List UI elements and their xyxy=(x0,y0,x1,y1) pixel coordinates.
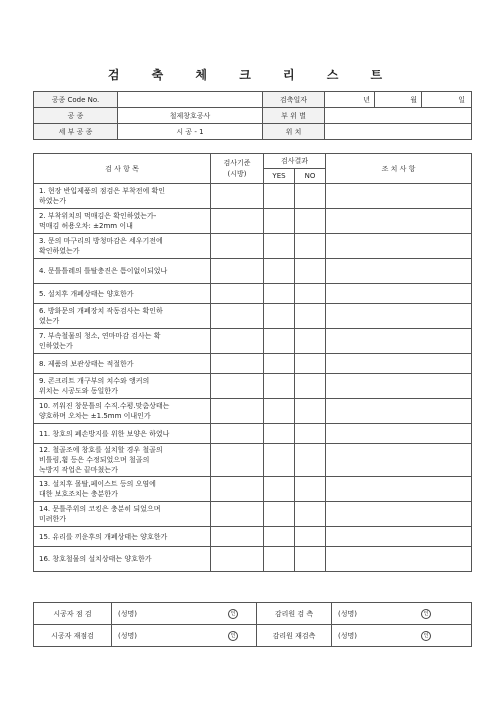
no-cell[interactable] xyxy=(295,284,326,304)
no-cell[interactable] xyxy=(295,502,326,527)
supervisor-check-signature[interactable] xyxy=(332,603,472,625)
standard-cell[interactable] xyxy=(211,304,264,329)
contractor-check-signature[interactable] xyxy=(112,603,257,625)
work-type-value: 철제창호공사 xyxy=(118,108,263,124)
checklist-item-label: 15. 유리를 끼운후의 개폐상태는 양호한가 xyxy=(34,527,211,547)
action-cell[interactable] xyxy=(326,547,472,572)
col-header-result: 검사결과 xyxy=(264,154,326,169)
checklist-item-label: 2. 부착위치의 먹매김은 확인하였는가- 먹매김 허용오차: ±2mm 이내 xyxy=(34,209,211,234)
col-header-standard: 검사기준 (시방) xyxy=(211,154,264,184)
table-row xyxy=(34,477,472,502)
supervisor-check-label: 감리원 검 측 xyxy=(257,603,332,625)
checklist-item-label: 7. 부속철물의 청소, 연마마감 검사는 확 인하였는가 xyxy=(34,329,211,354)
standard-cell[interactable] xyxy=(211,527,264,547)
yes-cell[interactable] xyxy=(264,209,295,234)
date-day-field[interactable]: 일 xyxy=(422,92,472,108)
table-row xyxy=(34,444,472,477)
header-table xyxy=(33,91,472,140)
standard-cell[interactable] xyxy=(211,354,264,374)
table-row xyxy=(34,374,472,399)
code-no-field[interactable] xyxy=(118,92,263,108)
standard-cell[interactable] xyxy=(211,259,264,284)
code-no-label: 공종 Code No. xyxy=(34,92,118,108)
table-row xyxy=(34,234,472,259)
action-cell[interactable] xyxy=(326,424,472,444)
no-cell[interactable] xyxy=(295,547,326,572)
col-header-no: NO xyxy=(295,169,326,184)
inspection-date-label: 검축일자 xyxy=(263,92,325,108)
checklist-item-label: 13. 설치후 몰탈,페이스트 등의 오염에 대한 보호조치는 충분한가 xyxy=(34,477,211,502)
table-row xyxy=(34,259,472,284)
action-cell[interactable] xyxy=(326,329,472,354)
seal-icon: 인 xyxy=(421,631,431,641)
yes-cell[interactable] xyxy=(264,477,295,502)
no-cell[interactable] xyxy=(295,184,326,209)
checklist-item-label: 10. 끼워진 창문틀의 수직.수평.맞춤상태는 양호하며 오차는 ±1.5mm 이내인가 xyxy=(34,399,211,424)
supervisor-recheck-signature[interactable] xyxy=(332,625,472,647)
contractor-recheck-label: 시공자 재점검 xyxy=(34,625,112,647)
checklist-table xyxy=(33,153,472,572)
name-placeholder: (성명) xyxy=(338,631,357,640)
sub-work-type-label: 세 부 공 종 xyxy=(34,124,118,140)
standard-cell[interactable] xyxy=(211,284,264,304)
contractor-recheck-signature[interactable] xyxy=(112,625,257,647)
yes-cell[interactable] xyxy=(264,444,295,477)
checklist-item-label: 14. 문틀주위의 코킹은 충분히 되었으며 미려한가 xyxy=(34,502,211,527)
part-label: 부 위 별 xyxy=(263,108,325,124)
col-header-item: 검 사 항 목 xyxy=(34,154,211,184)
sub-work-type-value: 시 공 - 1 xyxy=(118,124,263,140)
signature-table xyxy=(33,602,472,647)
checklist-item-label: 1. 현장 반입제품의 점검은 부착전에 확인 하였는가 xyxy=(34,184,211,209)
yes-cell[interactable] xyxy=(264,527,295,547)
seal-icon: 인 xyxy=(228,609,238,619)
standard-cell[interactable] xyxy=(211,477,264,502)
checklist-item-label: 12. 철골조에 창호를 설치할 경우 철골의 비틀림,휨 등은 수정되었으며 철골의 녹방지 작업은 끝마쳤는가 xyxy=(34,444,211,477)
yes-cell[interactable] xyxy=(264,184,295,209)
table-row xyxy=(34,304,472,329)
no-cell[interactable] xyxy=(295,304,326,329)
no-cell[interactable] xyxy=(295,399,326,424)
checklist-item-label: 11. 창호의 폐손방지를 위한 보양은 하였나 xyxy=(34,424,211,444)
action-cell[interactable] xyxy=(326,527,472,547)
action-cell[interactable] xyxy=(326,234,472,259)
action-cell[interactable] xyxy=(326,304,472,329)
part-field[interactable] xyxy=(325,108,472,124)
checklist-items xyxy=(34,184,472,572)
supervisor-recheck-label: 감리원 재검측 xyxy=(257,625,332,647)
standard-cell[interactable] xyxy=(211,329,264,354)
yes-cell[interactable] xyxy=(264,502,295,527)
yes-cell[interactable] xyxy=(264,304,295,329)
table-row xyxy=(34,424,472,444)
table-row xyxy=(34,502,472,527)
seal-icon: 인 xyxy=(421,609,431,619)
date-month-field[interactable]: 월 xyxy=(375,92,422,108)
seal-icon: 인 xyxy=(228,631,238,641)
yes-cell[interactable] xyxy=(264,547,295,572)
checklist-item-label: 3. 문의 마구리의 방청마감은 세우기전에 확인하였는가 xyxy=(34,234,211,259)
table-row xyxy=(34,329,472,354)
no-cell[interactable] xyxy=(295,527,326,547)
date-year-field[interactable]: 년 xyxy=(325,92,375,108)
standard-cell[interactable] xyxy=(211,234,264,259)
no-cell[interactable] xyxy=(295,329,326,354)
table-row xyxy=(34,284,472,304)
no-cell[interactable] xyxy=(295,424,326,444)
yes-cell[interactable] xyxy=(264,374,295,399)
checklist-item-label: 6. 방화문의 개폐장치 작동검사는 확인하 였는가 xyxy=(34,304,211,329)
name-placeholder: (성명) xyxy=(338,609,357,618)
checklist-item-label: 4. 문틀틀레의 틀탈충진은 틈이없이되었나 xyxy=(34,259,211,284)
action-cell[interactable] xyxy=(326,284,472,304)
action-cell[interactable] xyxy=(326,374,472,399)
action-cell[interactable] xyxy=(326,477,472,502)
action-cell[interactable] xyxy=(326,209,472,234)
contractor-check-label: 시공자 점 검 xyxy=(34,603,112,625)
yes-cell[interactable] xyxy=(264,259,295,284)
table-row xyxy=(34,399,472,424)
table-row xyxy=(34,184,472,209)
table-row xyxy=(34,209,472,234)
col-header-action: 조 치 사 항 xyxy=(326,154,472,184)
action-cell[interactable] xyxy=(326,259,472,284)
standard-cell[interactable] xyxy=(211,444,264,477)
name-placeholder: (성명) xyxy=(118,631,137,640)
action-cell[interactable] xyxy=(326,444,472,477)
action-cell[interactable] xyxy=(326,354,472,374)
action-cell[interactable] xyxy=(326,184,472,209)
standard-cell[interactable] xyxy=(211,184,264,209)
yes-cell[interactable] xyxy=(264,354,295,374)
action-cell[interactable] xyxy=(326,502,472,527)
location-label: 위 치 xyxy=(263,124,325,140)
yes-cell[interactable] xyxy=(264,284,295,304)
yes-cell[interactable] xyxy=(264,424,295,444)
no-cell[interactable] xyxy=(295,209,326,234)
no-cell[interactable] xyxy=(295,234,326,259)
checklist-item-label: 9. 콘크리트 개구부의 치수와 앵커의 위치는 시공도와 동일한가 xyxy=(34,374,211,399)
no-cell[interactable] xyxy=(295,259,326,284)
col-header-yes: YES xyxy=(264,169,295,184)
page-title: 검 축 체 크 리 스 트 xyxy=(107,68,397,82)
checklist-item-label: 5. 설치후 개폐상태는 양호한가 xyxy=(34,284,211,304)
no-cell[interactable] xyxy=(295,444,326,477)
standard-cell[interactable] xyxy=(211,502,264,527)
location-field[interactable] xyxy=(325,124,472,140)
yes-cell[interactable] xyxy=(264,399,295,424)
no-cell[interactable] xyxy=(295,374,326,399)
standard-cell[interactable] xyxy=(211,209,264,234)
no-cell[interactable] xyxy=(295,477,326,502)
checklist-item-label: 8. 제품의 보관상태는 적절한가 xyxy=(34,354,211,374)
table-row xyxy=(34,527,472,547)
standard-cell[interactable] xyxy=(211,424,264,444)
standard-cell[interactable] xyxy=(211,399,264,424)
standard-cell[interactable] xyxy=(211,374,264,399)
yes-cell[interactable] xyxy=(264,234,295,259)
no-cell[interactable] xyxy=(295,354,326,374)
action-cell[interactable] xyxy=(326,399,472,424)
yes-cell[interactable] xyxy=(264,329,295,354)
table-row xyxy=(34,547,472,572)
work-type-label: 공 종 xyxy=(34,108,118,124)
table-row xyxy=(34,354,472,374)
name-placeholder: (성명) xyxy=(118,609,137,618)
checklist-item-label: 16. 창호철물의 설치상태는 양호한가 xyxy=(34,547,211,572)
standard-cell[interactable] xyxy=(211,547,264,572)
